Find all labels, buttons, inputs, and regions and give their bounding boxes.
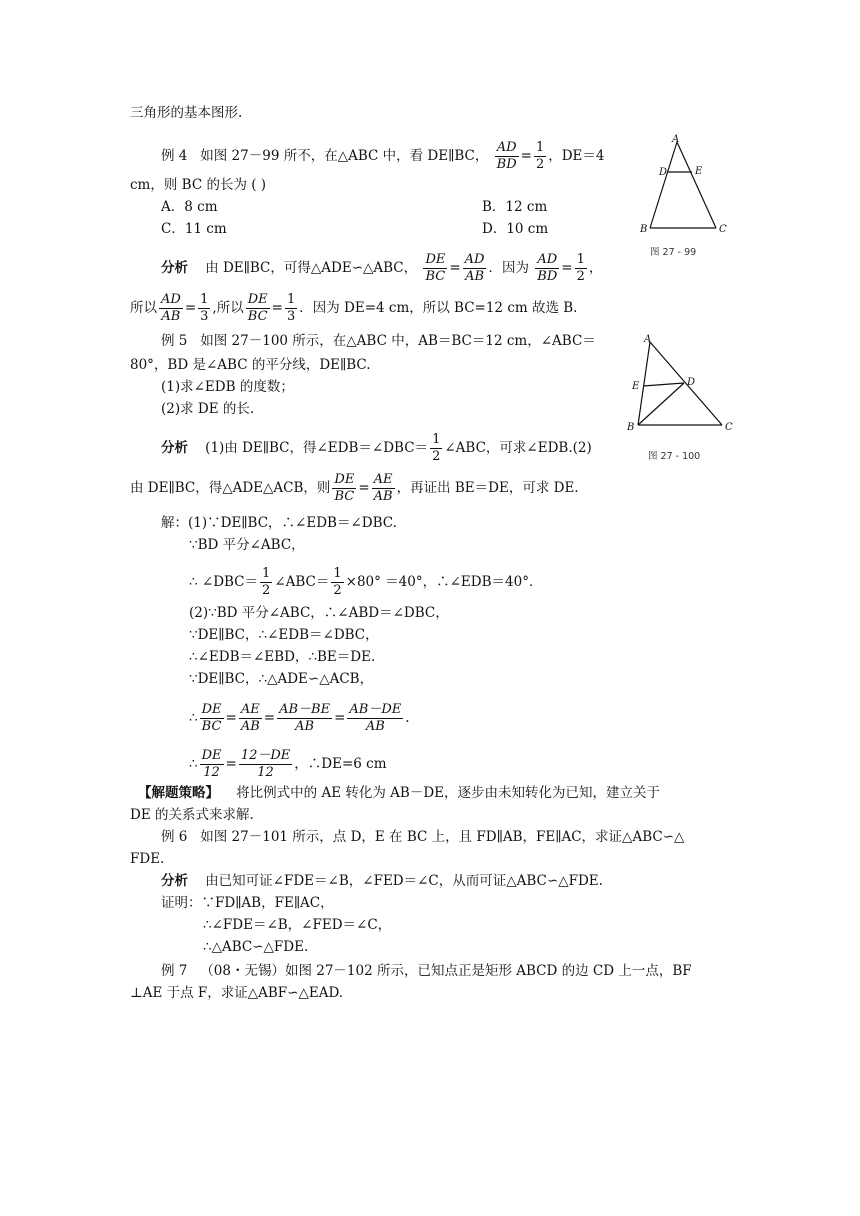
ex5-solution-line5: ∵DE∥BC，∴∠EDB＝∠DBC， xyxy=(189,627,379,643)
bisector-triangle-diagram xyxy=(622,330,740,442)
ex6-label: 例 6 xyxy=(161,829,188,845)
ex5-analysis-label: 分析 xyxy=(161,440,188,456)
fig99-label-b: B xyxy=(640,224,648,235)
ex4-option-b: B．12 cm xyxy=(482,199,548,215)
ex6-proof-line0: 证明：∵FD∥AB，FE∥AC， xyxy=(161,895,334,911)
fig100-caption: 图 27 - 100 xyxy=(648,451,701,462)
ex5-solution-line9: ∴ $\frac{DE}{12}$ = $\frac{12-DE}{12}$ ，∴DE=6 cm xyxy=(189,748,387,780)
ex5-analysis-line1: 分析 (1)由 DE∥BC，得∠EDB＝∠DBC＝ $\frac{1}{2}$ ∠ABC，可求∠EDB.(2) xyxy=(161,432,592,464)
fig100-label-c: C xyxy=(725,422,733,433)
ex5-question-1: (1)求∠EDB 的度数； xyxy=(161,379,294,395)
fig99-label-a: A xyxy=(672,134,680,145)
ex4-option-a: A．8 cm xyxy=(161,199,218,215)
ex7-stem-line2: ⊥AE 于点 F，求证△ABF∽△EAD. xyxy=(130,985,344,1001)
ex5-solution-line6: ∴∠EDB＝∠EBD，∴BE＝DE. xyxy=(189,649,376,665)
ex4-stem-text: 如图 27－99 所不，在△ABC 中，看 DE∥BC， xyxy=(200,148,489,164)
ex5-solution-line2: ∵BD 平分∠ABC， xyxy=(189,537,305,553)
ex5-solution-line3: ∴ ∠DBC＝ $\frac{1}{2}$ ∠ABC＝ $\frac{1}{2}$ ×80° ＝40°，∴∠EDB＝40°． xyxy=(189,566,543,598)
ex4-option-c: C．11 cm xyxy=(161,221,227,237)
ex4-ratio-fraction: $\frac{AD}{BD}$ xyxy=(496,140,517,172)
figure-27-99 xyxy=(630,130,740,260)
ex5-solution-line1: 解：(1)∵DE∥BC，∴∠EDB＝∠DBC. xyxy=(161,515,397,531)
ex6-proof-line1: ∴∠FDE＝∠B，∠FED＝∠C， xyxy=(203,917,392,933)
fig100-label-b: B xyxy=(627,422,635,433)
fig99-label-e: E xyxy=(695,166,703,177)
ex5-solution-line8: ∴ $\frac{DE}{BC}$ = $\frac{AE}{AB}$ = $\frac{AB-BE}{AB}$ = $\frac{AB-DE}{AB}$ . xyxy=(189,702,410,734)
strategy-label: 【解题策略】 xyxy=(138,785,219,801)
fig99-label-c: C xyxy=(719,224,727,235)
ex4-analysis-label: 分析 xyxy=(161,260,188,276)
ex4-analysis-line1: 分析 由 DE∥BC，可得△ADE∽△ABC， $\frac{DE}{BC}$ = $\frac{AD}{AB}$ ．因为 $\frac{AD}{BD}$ = $\frac{1}{2}$ ， xyxy=(161,252,603,284)
fig100-label-a: A xyxy=(644,334,652,345)
ex4-stem-line1: 例 4 如图 27－99 所不，在△ABC 中，看 DE∥BC， $\frac{AD}{BD}$ = $\frac{1}{2}$ ，DE＝4 xyxy=(161,140,605,172)
ex4-stem-line2: cm，则 BC 的长为 ( ) xyxy=(130,177,267,193)
ex4-half-fraction: $\frac{1}{2}$ xyxy=(535,140,545,172)
ex6-analysis: 分析 由已知可证∠FDE＝∠B，∠FED＝∠C，从而可证△ABC∽△FDE. xyxy=(161,873,603,889)
ex5-solution-line4: (2)∵BD 平分∠ABC，∴∠ABD＝∠DBC， xyxy=(189,605,449,621)
intro-line: 三角形的基本图形. xyxy=(130,105,243,121)
ex5-stem-line1: 例 5 如图 27－100 所示，在△ABC 中，AB＝BC＝12 cm，∠ABC＝ xyxy=(161,333,596,349)
figure-27-100 xyxy=(622,330,740,462)
ex6-stem-line2: FDE. xyxy=(130,851,165,867)
ex7-stem-line1: 例 7 （08・无锡）如图 27－102 所示，已知点正是矩形 ABCD 的边 CD 上一点，BF xyxy=(161,963,692,979)
fig100-label-e: E xyxy=(632,381,640,392)
ex6-analysis-label: 分析 xyxy=(161,873,188,889)
strategy-line1: 【解题策略】 将比例式中的 AE 转化为 AB－DE，逐步由未知转化为已知，建立关于 xyxy=(138,785,660,801)
ex5-analysis-line2: 由 DE∥BC，得△ADE△ACB，则 $\frac{DE}{BC}$ = $\frac{AE}{AB}$ ，再证出 BE＝DE，可求 DE. xyxy=(130,472,579,504)
ex5-stem-line2: 80°，BD 是∠ABC 的平分线，DE∥BC. xyxy=(130,357,371,373)
fig99-caption: 图 27 - 99 xyxy=(650,247,697,258)
ex4-label: 例 4 xyxy=(161,148,188,164)
fig100-label-d: D xyxy=(687,377,696,388)
strategy-line2: DE 的关系式来求解. xyxy=(130,807,254,823)
ex5-question-2: (2)求 DE 的长. xyxy=(161,401,255,417)
ex5-solution-line7: ∵DE∥BC，∴△ADE∽△ACB， xyxy=(189,671,374,687)
ex7-label: 例 7 xyxy=(161,963,188,979)
ex4-analysis-line2: 所以 $\frac{AD}{AB}$ = $\frac{1}{3}$ ,所以 $\frac{DE}{BC}$ = $\frac{1}{3}$ ．因为 DE=4 cm，所以 BC=12 cm 故选 B. xyxy=(130,292,578,324)
trapezoid-triangle-diagram xyxy=(630,130,740,260)
ex6-proof-line2: ∴△ABC∽△FDE. xyxy=(203,939,309,955)
ex6-stem-line1: 例 6 如图 27－101 所示，点 D，E 在 BC 上，且 FD∥AB，FE∥AC，求证△ABC∽△ xyxy=(161,829,685,845)
fig99-label-d: D xyxy=(659,167,668,178)
ex5-label: 例 5 xyxy=(161,333,188,349)
ex4-option-d: D．10 cm xyxy=(482,221,549,237)
